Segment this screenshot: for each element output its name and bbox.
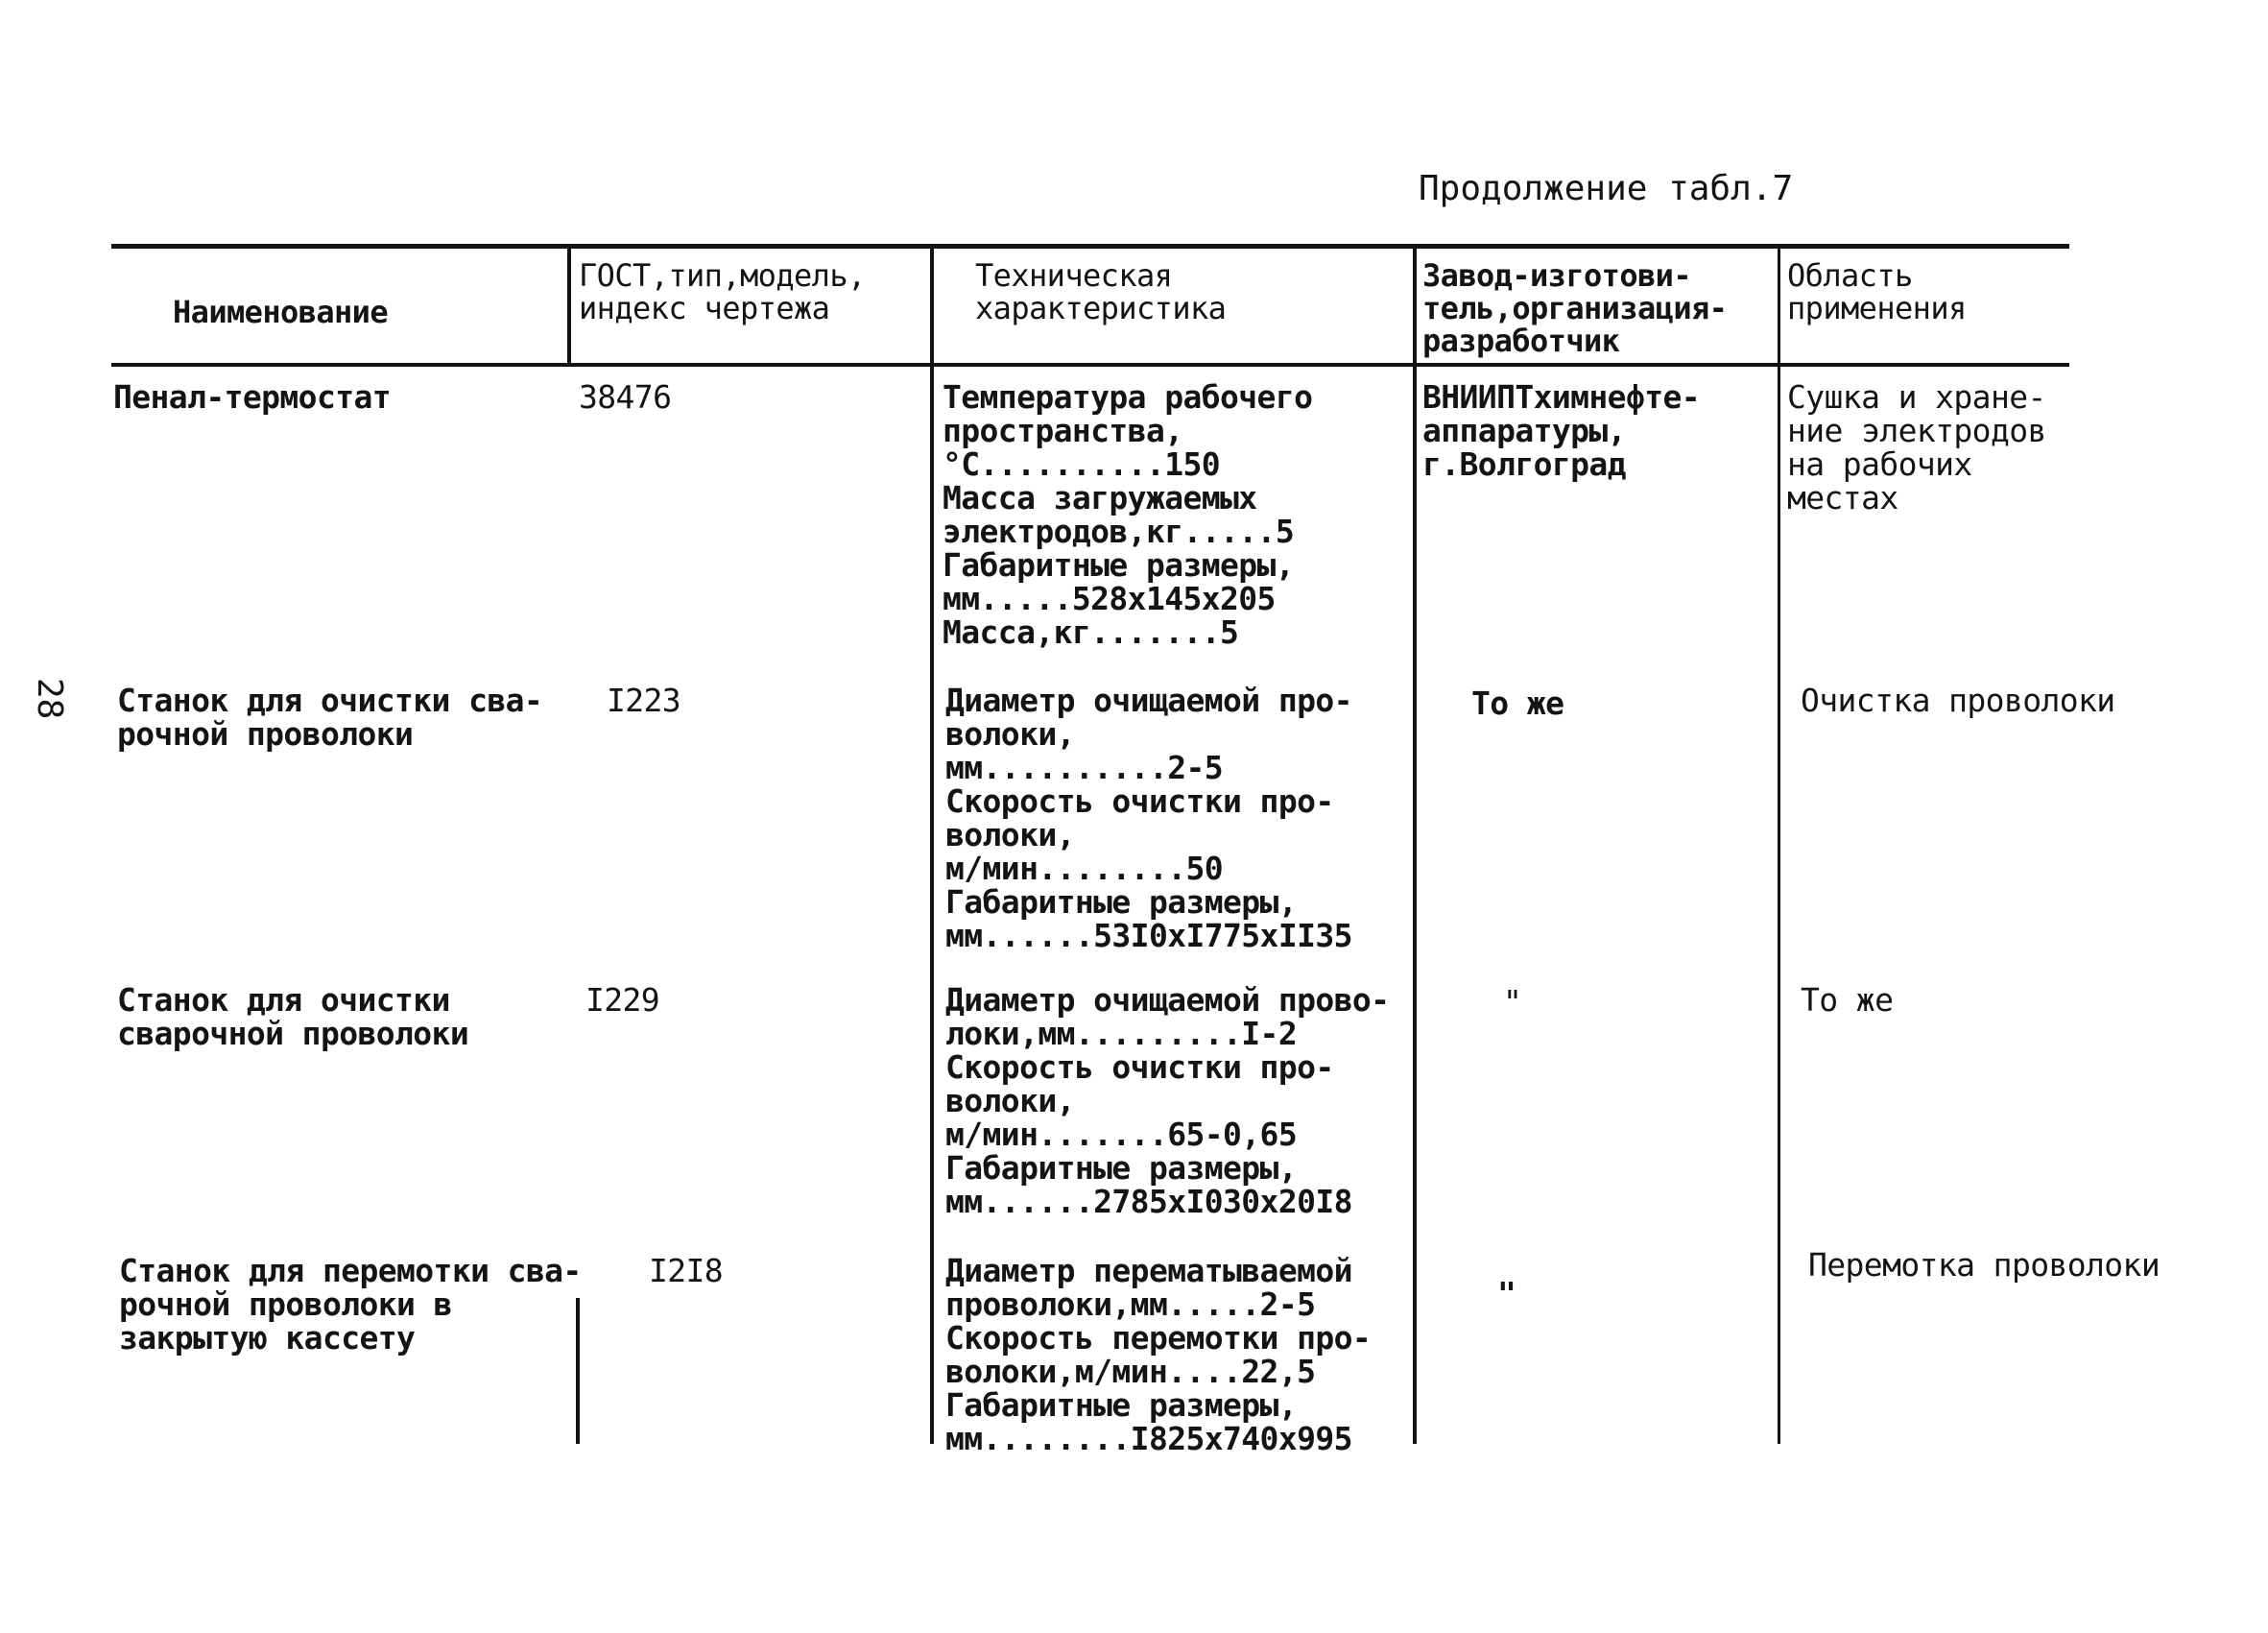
row-area: Перемотка проволоки [1808, 1246, 2161, 1284]
row-gost: I2I8 [649, 1252, 724, 1289]
row-tech: Диаметр очищаемой прово- локи,мм.........I-2 Скорость очистки про- волоки, м/мин.......65-0,65 Габаритные размеры, мм......2785xI030x20I8 [945, 981, 1390, 1220]
row-name: Пенал-термостат [113, 378, 392, 416]
header-tech: Техническая характеристика [975, 257, 1227, 326]
row-tech: Диаметр перематываемой проволоки,мм.....2-5 Скорость перемотки про- волоки,м/мин....22,5 Габаритные размеры, мм........I825x740x995 [945, 1252, 1372, 1457]
row-name: Станок для очистки сва- рочной проволоки [117, 682, 543, 753]
table-caption: Продолжение табл.7 [1419, 169, 1794, 208]
column-divider-2 [930, 246, 934, 1444]
header-maker: Завод-изготови- тель,организация- разработчик [1422, 257, 1728, 359]
row-name: Станок для очистки сварочной проволоки [117, 981, 469, 1052]
row-tech: Температура рабочего пространства, °С..........150 Масса загружаемых электродов,кг.....5 Габаритные размеры, мм.....528х145х205 Масса,кг.......5 [943, 378, 1313, 651]
row-maker: " [1503, 983, 1522, 1021]
column-divider-3 [1413, 246, 1417, 1444]
row-gost: I229 [585, 981, 660, 1019]
table-top-rule [111, 244, 2069, 249]
row-maker: " [1497, 1275, 1516, 1312]
header-name: Наименование [173, 294, 388, 330]
column-divider-1 [567, 246, 571, 365]
row-maker: ВНИИПТхимнефте- аппаратуры, г.Волгоград [1422, 378, 1701, 483]
row-gost: I223 [607, 682, 681, 719]
column-divider-4 [1778, 246, 1780, 1444]
row-area: Очистка проволоки [1801, 682, 2115, 719]
row-name: Станок для перемотки сва- рочной проволоки в закрытую кассету [119, 1252, 582, 1357]
row-area: То же [1801, 981, 1894, 1019]
header-bottom-rule [111, 363, 2069, 367]
header-area: Область применения [1787, 257, 1967, 326]
row-tech: Диаметр очищаемой про- волоки, мм..........2-5 Скорость очистки про- волоки, м/мин........50 Габаритные размеры, мм......53I0xI775xII35 [945, 682, 1352, 954]
row-maker: То же [1471, 684, 1564, 722]
header-gost: ГОСТ,тип,модель, индекс чертежа [579, 257, 866, 326]
row-gost: 38476 [579, 378, 672, 416]
row-area: Сушка и хране- ние электродов на рабочих местах [1787, 378, 2046, 516]
page-number: 28 [30, 678, 69, 720]
